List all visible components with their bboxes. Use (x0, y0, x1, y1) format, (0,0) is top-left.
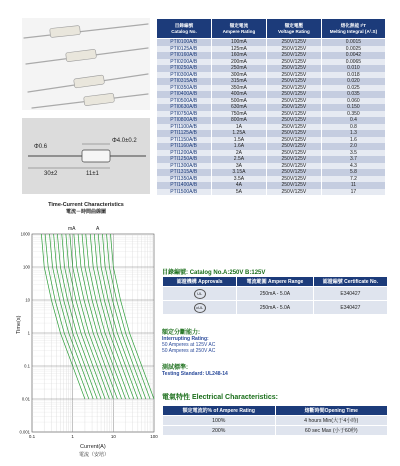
ampere-cell: 5A (211, 189, 266, 196)
catalog-cell: PTI1500A/B (157, 189, 212, 196)
voltage-cell: 250V/125V (266, 85, 321, 92)
ampere-cell: 315mA (211, 78, 266, 85)
table-row (163, 301, 388, 315)
time-current-chart (10, 214, 160, 460)
melting-cell: 0.018 (321, 72, 385, 79)
chart-xlabel-zh: 電流（安培） (79, 452, 110, 458)
approvals-header-range: 電流範圍 Ampere Range (237, 277, 314, 287)
ampere-cell: 300mA (211, 72, 266, 79)
y-tick-label: 1000 (20, 231, 30, 237)
voltage-cell: 250V/125V (266, 189, 321, 196)
melting-cell: 3.7 (321, 156, 385, 163)
ampere-cell: 3A (211, 163, 266, 170)
ampere-cell: 2.5A (211, 156, 266, 163)
header-voltage: 額定電壓 Voltage Rating (266, 19, 321, 39)
voltage-cell: 250V/125V (266, 130, 321, 137)
ampere-cell: 1.6A (211, 143, 266, 150)
melting-cell: 7.2 (321, 176, 385, 183)
catalog-cell: PTI0400A/B (157, 91, 212, 98)
chart-subtitle: 電流－時間曲線圖 (65, 209, 106, 215)
catalog-cell: PTI1350A/B (157, 176, 212, 183)
testing-section (162, 362, 228, 377)
ampere-cell: 630mA (211, 104, 266, 111)
catalog-heading: 目錄編號: Catalog No.A:250V B:125V (162, 270, 266, 276)
catalog-cell: PTI0630A/B (157, 104, 212, 111)
catalog-cell: PTI0300A/B (157, 72, 212, 79)
voltage-cell: 250V/125V (266, 104, 321, 111)
catalog-cell: PTI1300A/B (157, 163, 212, 170)
ampere-cell: 2A (211, 150, 266, 157)
header-ampere: 額定電流 Ampere Rating (211, 19, 266, 39)
x-tick-label: 0.1 (28, 434, 36, 439)
melting-cell: 0.0065 (321, 59, 385, 66)
voltage-cell: 250V/125V (266, 156, 321, 163)
chart-title: Time-Current Characteristics (48, 202, 124, 208)
testing-title-zh: 測試標準: (162, 365, 188, 371)
catalog-cell: PTI1250A/B (157, 156, 212, 163)
body-diameter-label: Φ4.0±0.2 (112, 138, 137, 144)
table-row (163, 426, 388, 436)
catalog-cell: PTI0750A/B (157, 111, 212, 118)
ampere-cell: 1A (211, 124, 266, 131)
voltage-cell: 250V/125V (266, 52, 321, 59)
electrical-percent: 200% (163, 426, 276, 436)
y-tick-label: 100 (23, 264, 30, 270)
catalog-cell: PTI1200A/B (157, 150, 212, 157)
electrical-table (162, 405, 388, 436)
interrupting-line: 50 Amperes at 125V AC (162, 342, 216, 348)
approval-cert: E340427 (313, 301, 387, 315)
catalog-cell: PTI1150A/B (157, 137, 212, 144)
ampere-cell: 750mA (211, 111, 266, 118)
catalog-cell: PTI1125A/B (157, 130, 212, 137)
ampere-cell: 3.15A (211, 169, 266, 176)
y-tick-label: 0.1 (24, 363, 30, 369)
voltage-cell: 250V/125V (266, 117, 321, 124)
approval-range: 250mA - 5.0A (237, 301, 314, 315)
melting-cell: 0.0042 (321, 52, 385, 59)
voltage-cell: 250V/125V (266, 98, 321, 105)
melting-cell: 3.5 (321, 150, 385, 157)
approval-range: 250mA - 5.0A (237, 287, 314, 301)
catalog-cell: PTI0125A/B (157, 46, 212, 53)
melting-cell: 4.3 (321, 163, 385, 170)
voltage-cell: 250V/125V (266, 163, 321, 170)
catalog-cell: PTI0160A/B (157, 52, 212, 59)
ampere-cell: 4A (211, 182, 266, 189)
catalog-cell: PTI0100A/B (157, 39, 212, 46)
table-row (157, 39, 386, 46)
voltage-cell: 250V/125V (266, 143, 321, 150)
melting-cell: 2.0 (321, 143, 385, 150)
product-photo (22, 18, 150, 110)
x-tick-label: 100 (150, 434, 158, 439)
approvals-header-cert: 認證編號 Certificate No. (313, 277, 387, 287)
voltage-cell: 250V/125V (266, 111, 321, 118)
voltage-cell: 250V/125V (266, 124, 321, 131)
lead-length-label: 30±2 (44, 171, 58, 177)
catalog-cell: PTI0315A/B (157, 78, 212, 85)
melting-cell: 1.3 (321, 130, 385, 137)
table-row (163, 416, 388, 426)
voltage-cell: 250V/125V (266, 176, 321, 183)
table-row (163, 287, 388, 301)
voltage-cell: 250V/125V (266, 59, 321, 66)
lead-diameter-label: Φ0.6 (34, 144, 48, 150)
catalog-cell: PTI0800A/B (157, 117, 212, 124)
y-tick-label: 1 (27, 330, 30, 336)
ampere-cell: 500mA (211, 98, 266, 105)
spec-table-header (157, 19, 386, 39)
body-length-label: 11±1 (86, 171, 99, 177)
electrical-time: 60 sec Max (小于60秒) (275, 426, 388, 436)
ampere-cell: 1.5A (211, 137, 266, 144)
chart-xlabel: Current(A) (80, 444, 106, 450)
catalog-cell: PTI1160A/B (157, 143, 212, 150)
melting-cell: 5.8 (321, 169, 385, 176)
ampere-cell: 400mA (211, 91, 266, 98)
ampere-cell: 200mA (211, 59, 266, 66)
chart-top-label-a: A (96, 226, 100, 232)
ampere-cell: 250mA (211, 65, 266, 72)
x-tick-label: 10 (110, 434, 116, 439)
melting-cell: 17 (321, 189, 385, 196)
voltage-cell: 250V/125V (266, 137, 321, 144)
approvals-table (162, 276, 388, 315)
voltage-cell: 250V/125V (266, 65, 321, 72)
interrupting-title-zh: 額定分斷能力: (162, 330, 200, 336)
voltage-cell: 250V/125V (266, 39, 321, 46)
ampere-cell: 3.5A (211, 176, 266, 183)
header-catalog: 目錄編號 Catalog No. (157, 19, 212, 39)
spec-table (156, 18, 386, 195)
approval-cert: E340427 (313, 287, 387, 301)
voltage-cell: 250V/125V (266, 78, 321, 85)
ampere-cell: 160mA (211, 52, 266, 59)
melting-cell: 0.0015 (321, 39, 385, 46)
spec-table-body (157, 39, 386, 196)
catalog-cell: PTI0350A/B (157, 85, 212, 92)
chart-ylabel: Time(s) (16, 315, 22, 334)
voltage-cell: 250V/125V (266, 182, 321, 189)
voltage-cell: 250V/125V (266, 72, 321, 79)
voltage-cell: 250V/125V (266, 150, 321, 157)
melting-cell: 1.6 (321, 137, 385, 144)
catalog-cell: PTI1400A/B (157, 182, 212, 189)
catalog-cell: PTI0250A/B (157, 65, 212, 72)
melting-cell: 0.350 (321, 111, 385, 118)
catalog-cell: PTI0500A/B (157, 98, 212, 105)
voltage-cell: 250V/125V (266, 46, 321, 53)
y-tick-label: 10 (25, 297, 30, 303)
ampere-cell: 125mA (211, 46, 266, 53)
testing-title-en: Testing Standard: UL248-14 (162, 371, 228, 377)
electrical-heading: 電氣特性 Electrical Characteristics: (162, 394, 278, 401)
interrupting-line: 50 Amperes at 250V AC (162, 348, 216, 354)
x-tick-label: 1 (71, 434, 74, 439)
voltage-cell: 250V/125V (266, 169, 321, 176)
ampere-cell: 800mA (211, 117, 266, 124)
ampere-cell: 350mA (211, 85, 266, 92)
approvals-header-agency: 認證機構 Approvals (163, 277, 237, 287)
chart-top-label-ma: mA (68, 226, 76, 232)
melting-cell: 0.010 (321, 65, 385, 72)
melting-cell: 0.020 (321, 78, 385, 85)
melting-cell: 0.150 (321, 104, 385, 111)
melting-cell: 0.035 (321, 91, 385, 98)
ul-mark-icon: UL (194, 289, 206, 299)
electrical-percent: 100% (163, 416, 276, 426)
melting-cell: 0.025 (321, 85, 385, 92)
cul-mark-icon: cUL (194, 303, 206, 313)
interrupting-title-en: Interrupting Rating: (162, 336, 209, 342)
melting-cell: 0.4 (321, 117, 385, 124)
catalog-cell: PTI0200A/B (157, 59, 212, 66)
electrical-header-time: 熔斷時間Opening Time (275, 406, 388, 416)
y-tick-label: 0.01 (21, 396, 30, 402)
catalog-cell: PTI1315A/B (157, 169, 212, 176)
melting-cell: 11 (321, 182, 385, 189)
electrical-time: 4 hours Min(大于4小時) (275, 416, 388, 426)
dimension-drawing (22, 118, 150, 194)
melting-cell: 0.8 (321, 124, 385, 131)
ampere-cell: 1.25A (211, 130, 266, 137)
electrical-header-percent: 額定電流的% of Ampere Rating (163, 406, 276, 416)
melting-cell: 0.060 (321, 98, 385, 105)
catalog-cell: PTI1100A/B (157, 124, 212, 131)
voltage-cell: 250V/125V (266, 91, 321, 98)
fuse-image (24, 24, 148, 108)
ampere-cell: 100mA (211, 39, 266, 46)
header-melting: 熔化熱能 I²T Melting Integral (A².S) (321, 19, 385, 39)
y-tick-label: 0.001 (19, 429, 30, 435)
melting-cell: 0.0025 (321, 46, 385, 53)
table-row (157, 189, 386, 196)
interrupting-section (162, 327, 215, 354)
